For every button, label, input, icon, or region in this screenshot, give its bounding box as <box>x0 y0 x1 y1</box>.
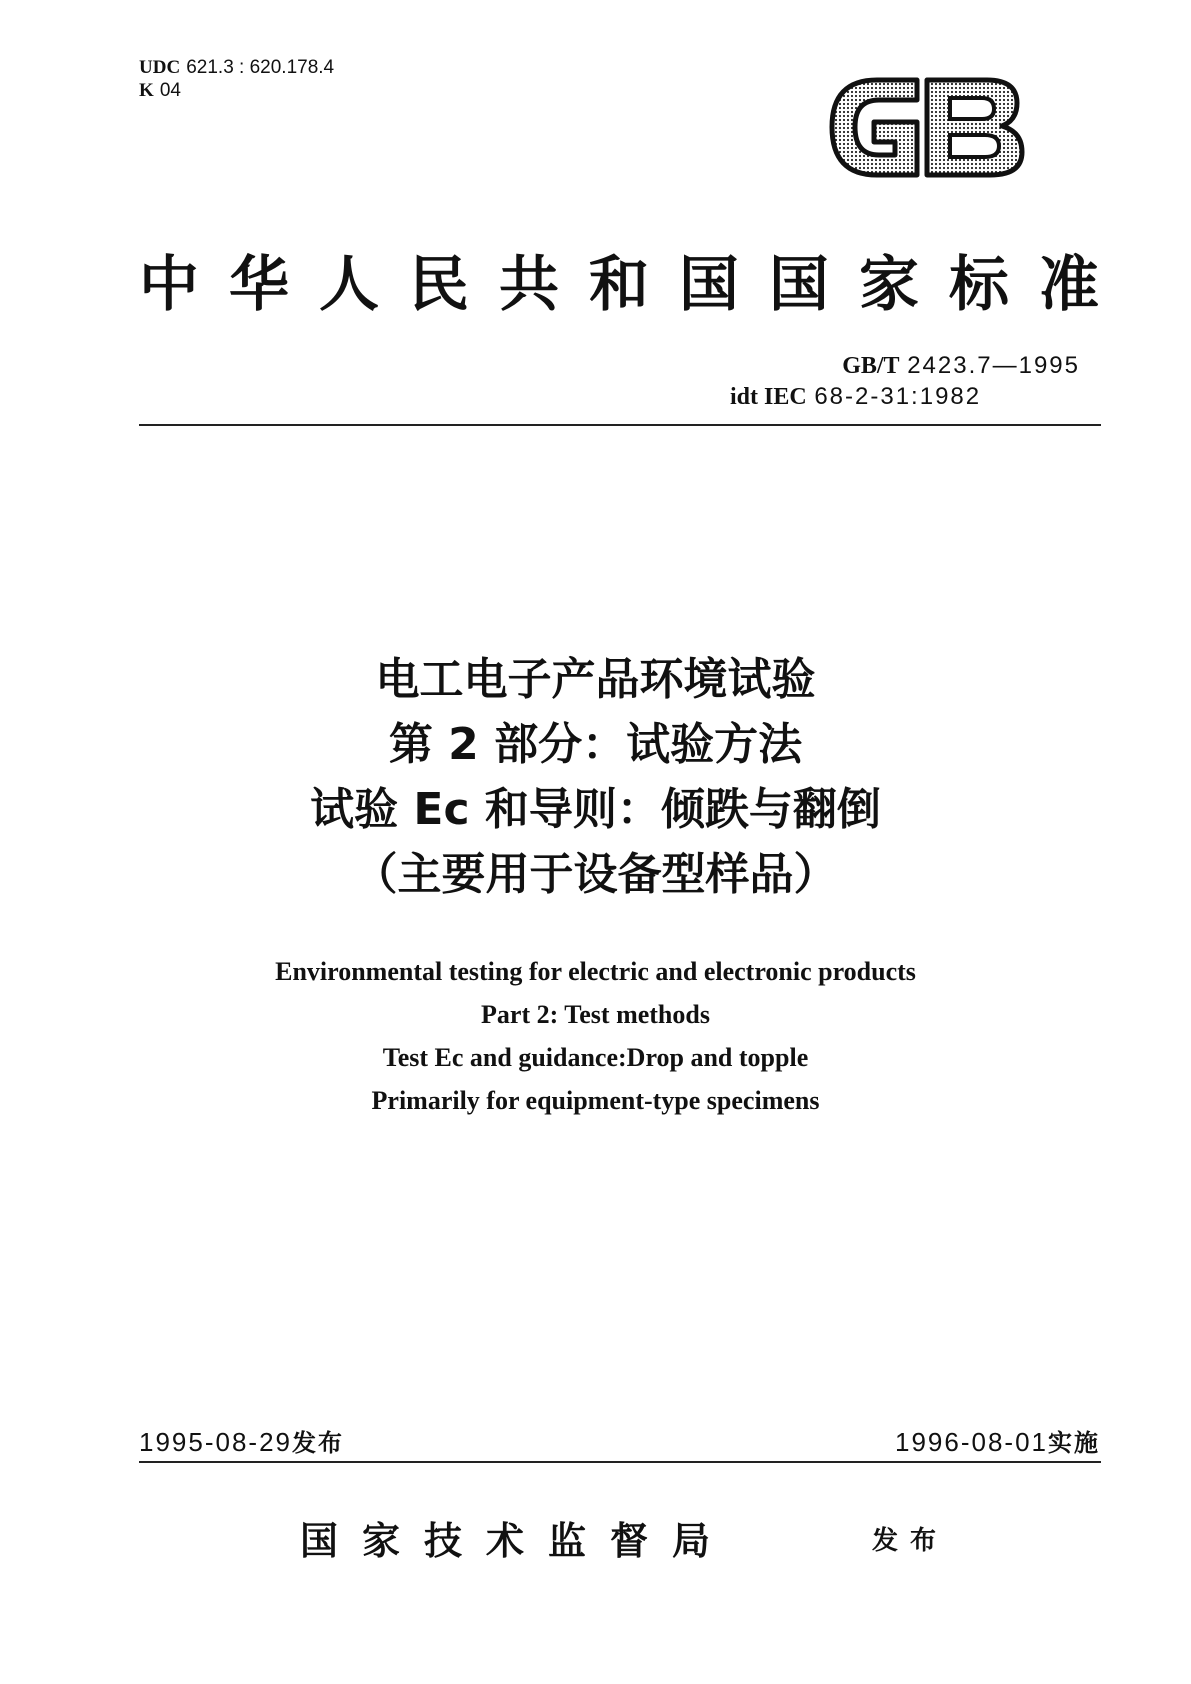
publisher-name: 国家技术监督局 <box>300 1518 735 1563</box>
zh-title-line-4: （主要用于设备型样品） <box>353 849 838 900</box>
implementation-label: 实施 <box>1048 1429 1100 1457</box>
top-divider <box>139 424 1101 426</box>
zh-title-line-1: 电工电子产品环境试验 <box>375 654 816 705</box>
gb-logo <box>822 70 1032 185</box>
udc-value: 621.3 : 620.178.4 <box>186 57 335 78</box>
en-title-line-1: Environmental testing for electric and electronic products <box>275 957 916 986</box>
standard-number-block <box>700 350 1080 412</box>
zh-title-line-3: 试验 Ec 和导则：倾跌与翻倒 <box>310 784 881 835</box>
publish-label: 发布 <box>872 1526 949 1556</box>
en-title-line-3: Test Ec and guidance:Drop and topple <box>382 1043 809 1072</box>
zh-title-line-2: 第 2 部分：试验方法 <box>388 719 803 770</box>
issue-label: 发布 <box>292 1429 344 1457</box>
standard-prefix: GB/T <box>842 353 900 379</box>
udc-label: UDC <box>139 57 181 78</box>
k-label: K <box>139 80 154 101</box>
standard-number: 2423.7—1995 <box>907 352 1080 379</box>
idt-value: 68-2-31:1982 <box>814 383 982 410</box>
bottom-divider <box>139 1461 1101 1463</box>
classification-codes <box>139 56 334 102</box>
national-standard-title: 中华人民共和国国家标准 <box>139 250 1129 320</box>
issue-date: 1995-08-29 <box>139 1427 292 1457</box>
implementation-date-block <box>0 1423 1100 1458</box>
idt-label: idt IEC <box>730 384 807 410</box>
k-value: 04 <box>159 80 181 101</box>
en-title-line-2: Part 2: Test methods <box>481 1000 710 1029</box>
en-title-line-4: Primarily for equipment-type specimens <box>371 1086 820 1115</box>
implementation-date: 1996-08-01 <box>895 1427 1048 1457</box>
